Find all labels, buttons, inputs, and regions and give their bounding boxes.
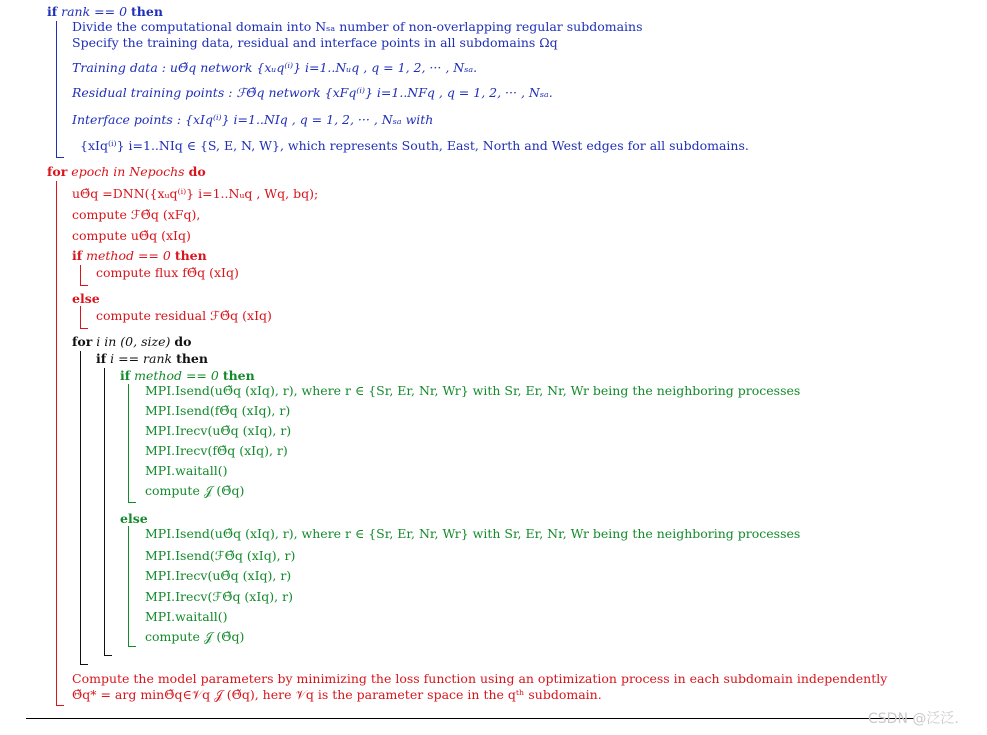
residual-block-end	[80, 328, 88, 329]
setup-line-1: Divide the computational domain into Nₛₐ number of non-overlapping regular subdomains	[72, 19, 643, 34]
isend-u-else-line: MPI.Isend(uΘ̃q (xIq), r), where r ∈ {Sr, Er, Nr, Wr} with Sr, Er, Nr, Wr being the neighboring processes	[145, 526, 801, 541]
irecv-u-else-line: MPI.Irecv(uΘ̃q (xIq), r)	[145, 568, 292, 583]
setup-block-end	[56, 157, 64, 158]
dnn-line: uΘ̃q =DNN({xᵤq⁽ⁱ⁾} i=1..Nᵤq , Wq, bq);	[72, 186, 319, 201]
bottom-rule	[26, 718, 914, 719]
flux-block-bar	[80, 265, 81, 285]
header-line: if rank == 0 then	[47, 4, 163, 19]
isend-residual-line: MPI.Isend(ℱΘ̃q (xIq), r)	[145, 548, 296, 563]
irecv-f-line: MPI.Irecv(fΘ̃q (xIq), r)	[145, 443, 288, 458]
argmin-line: Θ̃q* = arg minΘ̃q∈𝒱q 𝒥 (Θ̃q), here 𝒱q is the parameter space in the qᵗʰ subdomain.	[72, 687, 602, 702]
inner-for-line: for i in (0, size) do	[72, 334, 192, 349]
compute-residual-else-line: compute residual ℱΘ̃q (xIq)	[96, 308, 272, 323]
setup-line-4: Residual training points : ℱΘ̃q network {xFq⁽ⁱ⁾} i=1..NFq , q = 1, 2, ··· , Nₛₐ.	[72, 85, 553, 100]
rank-block-end	[104, 655, 112, 656]
compute-loss-else-line: compute 𝒥 (Θ̃q)	[145, 629, 245, 644]
method-then-block-end	[128, 502, 136, 503]
method-else-block-bar	[128, 526, 129, 646]
residual-block-bar	[80, 306, 81, 328]
method-else-line: else	[72, 291, 100, 306]
waitall-line: MPI.waitall()	[145, 463, 228, 478]
epoch-block-bar	[56, 181, 57, 705]
flux-block-end	[80, 285, 88, 286]
epoch-for-line: for epoch in Nepochs do	[47, 164, 206, 179]
method-then-block-bar	[128, 384, 129, 502]
rank-block-bar	[104, 368, 105, 655]
setup-line-6: {xIq⁽ⁱ⁾} i=1..NIq ∈ {S, E, N, W}, which represents South, East, North and West edges for all subdomains.	[80, 138, 749, 153]
watermark: CSDN @泛泛.	[868, 711, 959, 727]
irecv-residual-line: MPI.Irecv(ℱΘ̃q (xIq), r)	[145, 589, 293, 604]
method-else-block-end	[128, 646, 136, 647]
compute-flux-line: compute flux fΘ̃q (xIq)	[96, 265, 239, 280]
compute-residual-line: compute ℱΘ̃q (xFq),	[72, 207, 201, 222]
waitall-else-line: MPI.waitall()	[145, 609, 228, 624]
inner-for-block-bar	[80, 351, 81, 664]
compute-loss-line: compute 𝒥 (Θ̃q)	[145, 483, 245, 498]
optimize-line: Compute the model parameters by minimizing the loss function using an optimization process in each subdomain independently	[72, 671, 888, 686]
rank-if-line: if i == rank then	[96, 351, 208, 366]
setup-line-3: Training data : uΘ̃q network {xᵤq⁽ⁱ⁾} i=1..Nᵤq , q = 1, 2, ··· , Nₛₐ.	[72, 60, 478, 75]
setup-line-2: Specify the training data, residual and interface points in all subdomains Ωq	[72, 35, 558, 50]
irecv-u-line: MPI.Irecv(uΘ̃q (xIq), r)	[145, 423, 292, 438]
method-if-line: if method == 0 then	[72, 248, 207, 263]
isend-u-line: MPI.Isend(uΘ̃q (xIq), r), where r ∈ {Sr, Er, Nr, Wr} with Sr, Er, Nr, Wr being the neighboring processes	[145, 383, 801, 398]
method-if-inner-line: if method == 0 then	[120, 368, 255, 383]
setup-block-bar	[56, 21, 57, 157]
compute-u-line: compute uΘ̃q (xIq)	[72, 228, 191, 243]
isend-f-line: MPI.Isend(fΘ̃q (xIq), r)	[145, 403, 291, 418]
method-else-inner-line: else	[120, 511, 148, 526]
inner-for-block-end	[80, 664, 88, 665]
setup-line-5: Interface points : {xIq⁽ⁱ⁾} i=1..NIq , q = 1, 2, ··· , Nₛₐ with	[72, 112, 434, 127]
epoch-block-end	[56, 705, 64, 706]
